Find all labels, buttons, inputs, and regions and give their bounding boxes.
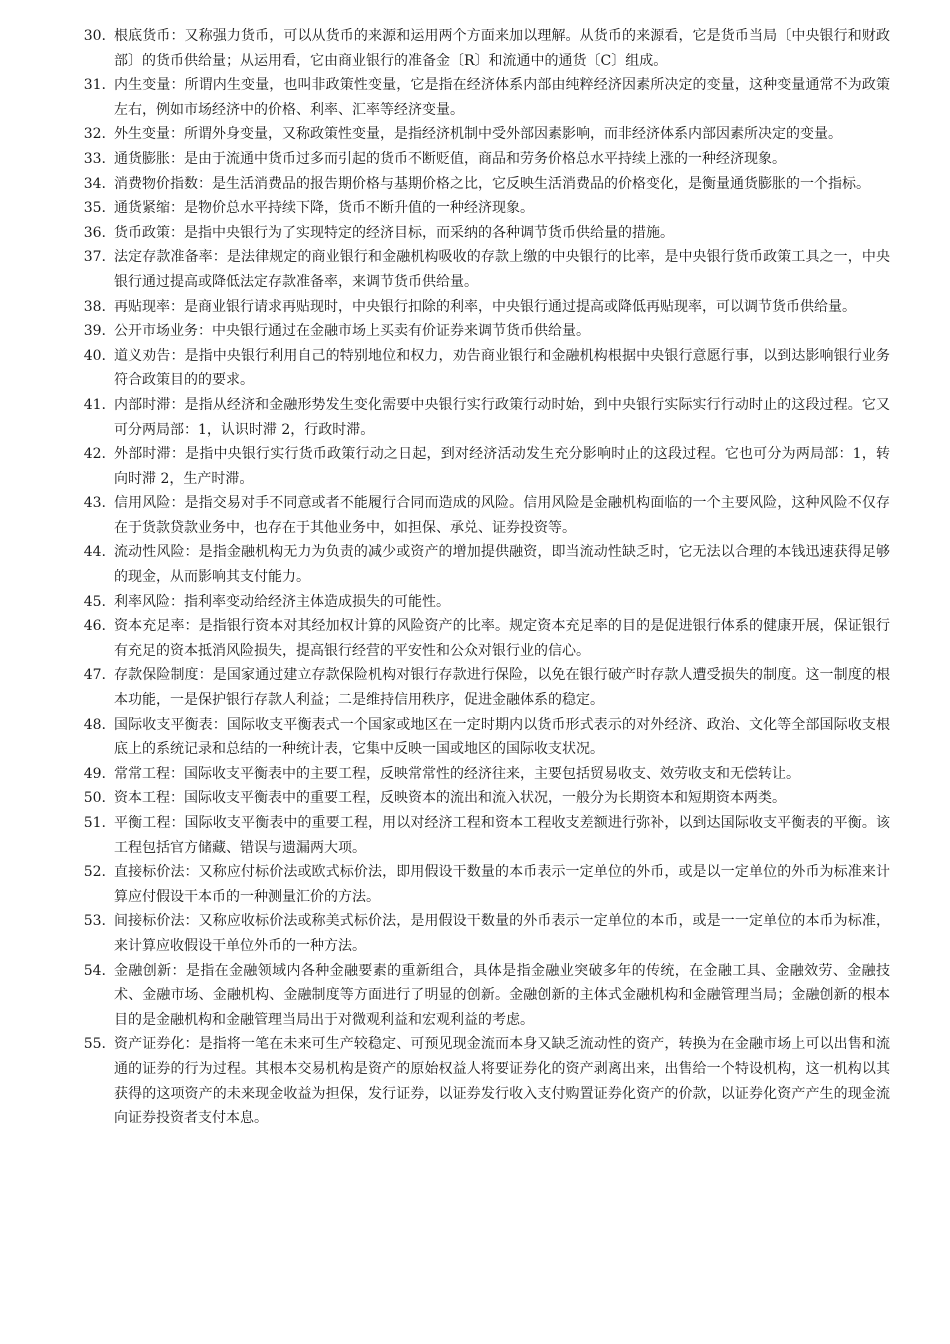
item-text: 直接标价法：又称应付标价法或欧式标价法，即用假设干数量的本币表示一定单位的外币，或是以一定单位的外币为标准来计算应付假设干本币的一种测量汇价的方法。	[114, 864, 890, 905]
list-item	[72, 172, 890, 197]
list-item	[72, 786, 890, 811]
list-item	[72, 491, 890, 540]
item-text: 利率风险：指利率变动给经济主体造成损失的可能性。	[114, 593, 450, 610]
list-item	[72, 147, 890, 172]
item-text: 通货膨胀：是由于流通中货币过多而引起的货币不断贬值，商品和劳务价格总水平持续上涨的一种经济现象。	[114, 150, 786, 167]
list-item	[72, 909, 890, 958]
item-number: 50.	[83, 790, 106, 807]
item-number: 36.	[83, 224, 106, 241]
item-number: 49.	[83, 765, 106, 782]
list-item	[72, 762, 890, 787]
list-item	[72, 614, 890, 663]
item-number: 42.	[83, 446, 106, 463]
item-number: 47.	[83, 667, 106, 684]
item-number: 46.	[83, 618, 106, 635]
list-item	[72, 860, 890, 909]
item-number: 51.	[83, 815, 106, 831]
item-text: 平衡工程：国际收支平衡表中的重要工程，用以对经济工程和资本工程收支差额进行弥补，以到达国际收支平衡表的平衡。该工程包括官方储藏、错误与遗漏两大项。	[114, 815, 890, 856]
item-number: 33.	[83, 150, 106, 167]
item-number: 43.	[83, 495, 106, 512]
list-item	[72, 590, 890, 615]
item-text: 间接标价法：又称应收标价法或称美式标价法，是用假设干数量的外币表示一定单位的本币，或是一一定单位的本币为标准，来计算应收假设干单位外币的一种方法。	[114, 913, 890, 954]
item-number: 39.	[83, 323, 106, 340]
item-text: 货币政策：是指中央银行为了实现特定的经济目标，而采纳的各种调节货币供给量的措施。	[114, 224, 674, 241]
list-item	[72, 344, 890, 393]
item-text: 消费物价指数：是生活消费品的报告期价格与基期价格之比，它反映生活消费品的价格变化，是衡量通货膨胀的一个指标。	[114, 175, 870, 192]
list-item	[72, 221, 890, 246]
item-number: 55.	[83, 1036, 106, 1053]
item-number: 48.	[83, 716, 106, 733]
item-number: 41.	[83, 396, 106, 413]
item-text: 道义劝告：是指中央银行利用自己的特别地位和权力，劝告商业银行和金融机构根据中央银行意愿行事，以到达影响银行业务符合政策目的的要求。	[114, 347, 890, 389]
list-item	[72, 442, 890, 491]
item-text: 存款保险制度：是国家通过建立存款保险机构对银行存款进行保险，以免在银行破产时存款人遭受损失的制度。这一制度的根本功能，一是保护银行存款人利益；二是维持信用秩序，促进金融体系的稳定。	[114, 667, 890, 709]
item-text: 国际收支平衡表：国际收支平衡表式一个国家或地区在一定时期内以货币形式表示的对外经济、政治、文化等全部国际收支根底上的系统记录和总结的一种统计表，它集中反映一国或地区的国际收支状况。	[114, 716, 890, 758]
list-item	[72, 122, 890, 147]
item-number: 35.	[83, 200, 106, 217]
item-text: 流动性风险：是指金融机构无力为负责的减少或资产的增加提供融资，即当流动性缺乏时，它无法以合理的本钱迅速获得足够的现金，从而影响其支付能力。	[114, 544, 890, 586]
item-number: 53.	[83, 913, 106, 930]
item-text: 资本工程：国际收支平衡表中的重要工程，反映资本的流出和流入状况，一般分为长期资本和短期资本两类。	[114, 790, 786, 807]
item-number: 31.	[83, 77, 106, 94]
list-item	[72, 245, 890, 294]
list-item	[72, 393, 890, 442]
item-text: 常常工程：国际收支平衡表中的主要工程，反映常常性的经济往来，主要包括贸易收支、效劳收支和无偿转让。	[114, 765, 800, 782]
list-item	[72, 713, 890, 762]
item-text: 外部时滞：是指中央银行实行货币政策行动之日起，到对经济活动发生充分影响时止的这段过程。它也可分为两局部：1，转向时滞 2，生产时滞。	[114, 446, 890, 487]
list-item	[72, 1032, 890, 1130]
item-number: 44.	[83, 544, 106, 561]
item-text: 通货紧缩：是物价总水平持续下降，货币不断升值的一种经济现象。	[114, 200, 534, 217]
item-text: 根底货币：又称强力货币，可以从货币的来源和运用两个方面来加以理解。从货币的来源看，它是货币当局〔中央银行和财政部〕的货币供给量；从运用看，它由商业银行的准备金〔R〕和流通中的通货〔C〕组成。	[114, 28, 890, 69]
item-text: 金融创新：是指在金融领域内各种金融要素的重新组合，具体是指金融业突破多年的传统，在金融工具、金融效劳、金融技术、金融市场、金融机构、金融制度等方面进行了明显的创新。金融创新的主体式金融机构和金融管理当局；金融创新的根本目的是金融机构和金融管理当局出于对微观利益和宏观利益的考虑。	[114, 962, 890, 1028]
item-number: 30.	[83, 28, 106, 44]
item-text: 再贴现率：是商业银行请求再贴现时，中央银行扣除的利率，中央银行通过提高或降低再贴现率，可以调节货币供给量。	[114, 298, 856, 315]
definition-list	[72, 24, 890, 1131]
item-text: 内生变量：所谓内生变量，也叫非政策性变量，它是指在经济体系内部由纯粹经济因素所决定的变量，这种变量通常不为政策左右，例如市场经济中的价格、利率、汇率等经济变量。	[114, 77, 890, 118]
item-text: 资产证券化：是指将一笔在未来可生产较稳定、可预见现金流而本身又缺乏流动性的资产，转换为在金融市场上可以出售和流通的证券的行为过程。其根本交易机构是资产的原始权益人将要证券化的资产剥离出来，出售给一个特设机构，这一机构以其获得的这项资产的未来现金收益为担保，发行证券，以证券发行收入支付购置证券化资产的价款，以证券化资产产生的现金流向证券投资者支付本息。	[114, 1036, 890, 1127]
item-number: 54.	[83, 962, 106, 979]
list-item	[72, 73, 890, 122]
list-item	[72, 959, 890, 1033]
list-item	[72, 811, 890, 860]
list-item	[72, 295, 890, 320]
item-text: 资本充足率：是指银行资本对其经加权计算的风险资产的比率。规定资本充足率的目的是促进银行体系的健康开展，保证银行有充足的资本抵消风险损失，提高银行经营的平安性和公众对银行业的信心。	[114, 618, 890, 659]
item-number: 32.	[83, 126, 106, 143]
item-text: 公开市场业务：中央银行通过在金融市场上买卖有价证券来调节货币供给量。	[114, 323, 590, 340]
item-number: 34.	[83, 175, 106, 192]
list-item	[72, 319, 890, 344]
item-number: 52.	[83, 864, 106, 881]
item-text: 法定存款准备率：是法律规定的商业银行和金融机构吸收的存款上缴的中央银行的比率，是中央银行货币政策工具之一，中央银行通过提高或降低法定存款准备率，来调节货币供给量。	[114, 249, 890, 290]
list-item	[72, 663, 890, 712]
item-number: 40.	[83, 347, 106, 364]
item-number: 38.	[83, 298, 106, 315]
item-text: 外生变量：所谓外身变量，又称政策性变量，是指经济机制中受外部因素影响，而非经济体系内部因素所决定的变量。	[114, 126, 842, 143]
list-item	[72, 196, 890, 221]
item-number: 45.	[83, 593, 106, 610]
item-text: 内部时滞：是指从经济和金融形势发生变化需要中央银行实行政策行动时始，到中央银行实际实行行动时止的这段过程。它又可分两局部：1，认识时滞 2，行政时滞。	[114, 396, 890, 438]
list-item	[72, 24, 890, 73]
item-text: 信用风险：是指交易对手不同意或者不能履行合同而造成的风险。信用风险是金融机构面临的一个主要风险，这种风险不仅存在于货款贷款业务中，也存在于其他业务中，如担保、承兑、证券投资等。	[114, 495, 890, 536]
item-number: 37.	[83, 249, 106, 266]
list-item	[72, 540, 890, 589]
